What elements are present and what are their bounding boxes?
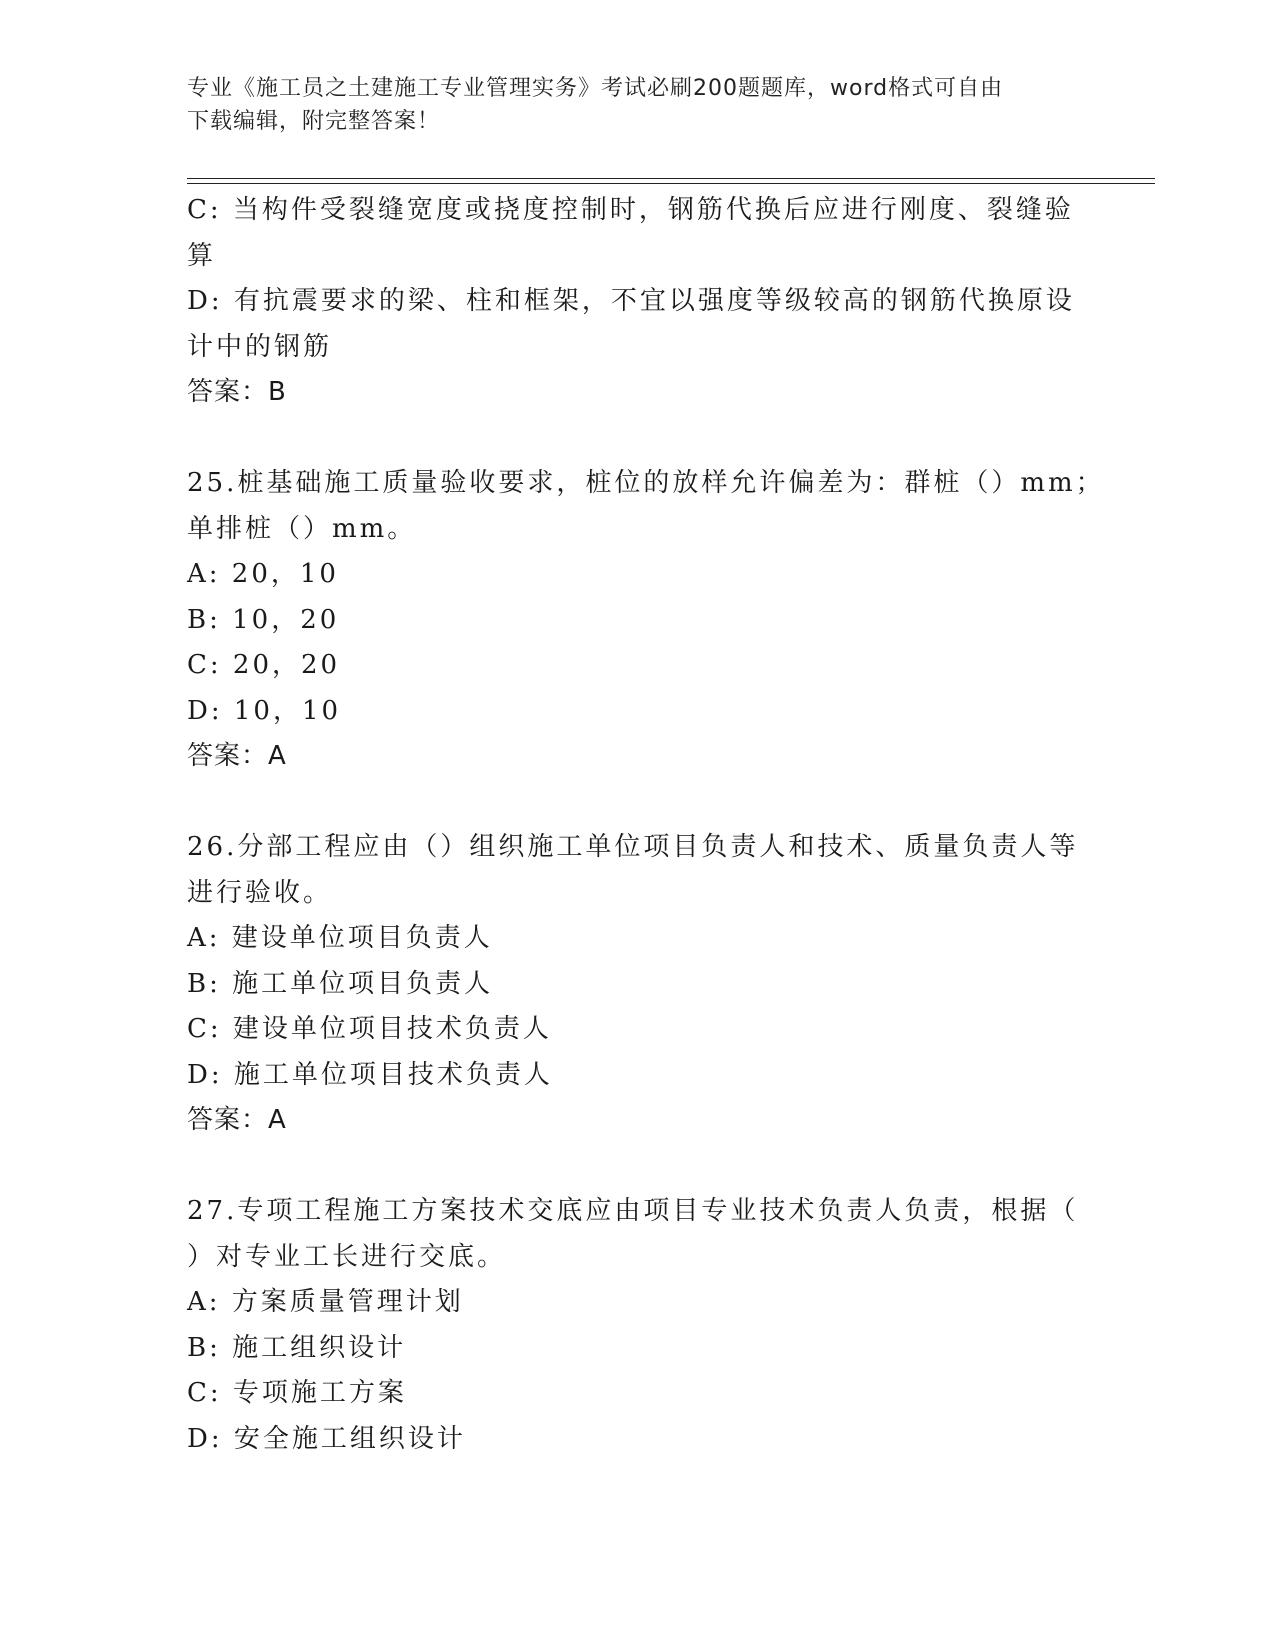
option-a: A: 方案质量管理计划 [187, 1287, 464, 1317]
header-divider-top [187, 178, 1155, 179]
option-c-line-2: 算 [187, 240, 217, 271]
option-d: D: 10，10 [187, 695, 342, 726]
spacer [187, 416, 1087, 462]
question-stem-line-1: 25.桩基础施工质量验收要求，桩位的放样允许偏差为：群桩（）mm； [187, 468, 1105, 498]
answer-label: 答案：A [187, 1105, 287, 1135]
question-27 [187, 1189, 1087, 1462]
question-25 [187, 461, 1105, 780]
answer-label: 答案：B [187, 377, 287, 407]
option-c: C: 建设单位项目技术负责人 [187, 1014, 552, 1044]
answer-label: 答案：A [187, 741, 287, 771]
option-d: D: 安全施工组织设计 [187, 1423, 466, 1454]
question-stem-line-2: 单排桩（）mm。 [187, 513, 417, 544]
option-c-line-1: C: 当构件受裂缝宽度或挠度控制时，钢筋代换后应进行刚度、裂缝验 [187, 195, 1074, 225]
document-header [187, 72, 1087, 138]
option-a: A: 20，10 [187, 559, 339, 589]
option-a: A: 建设单位项目负责人 [187, 923, 493, 953]
option-c: C: 20，20 [187, 650, 341, 680]
question-stem-line-1: 26.分部工程应由（）组织施工单位项目负责人和技术、质量负责人等 [187, 832, 1079, 862]
option-c: C: 专项施工方案 [187, 1378, 407, 1408]
header-divider-bottom [187, 183, 1155, 184]
header-line-1: 专业《施工员之土建施工专业管理实务》考试必刷200题题库，word格式可自由 [187, 76, 1004, 101]
question-stem-line-2: 进行验收。 [187, 877, 333, 908]
question-content [187, 188, 1105, 1462]
option-d-line-1: D: 有抗震要求的梁、柱和框架，不宜以强度等级较高的钢筋代换原设 [187, 286, 1075, 316]
option-d: D: 施工单位项目技术负责人 [187, 1059, 553, 1090]
question-stem-line-2: ）对专业工长进行交底。 [187, 1241, 507, 1272]
spacer [187, 780, 1087, 826]
header-line-2: 下载编辑，附完整答案！ [187, 109, 441, 134]
option-b: B: 10，20 [187, 604, 340, 635]
option-b: B: 施工组织设计 [187, 1332, 407, 1363]
spacer [187, 1144, 1087, 1190]
prev-question-block [187, 188, 1087, 416]
question-26 [187, 825, 1087, 1144]
option-d-line-2: 计中的钢筋 [187, 331, 333, 362]
option-b: B: 施工单位项目负责人 [187, 968, 494, 999]
question-stem-line-1: 27.专项工程施工方案技术交底应由项目专业技术负责人负责，根据（ [187, 1196, 1079, 1226]
